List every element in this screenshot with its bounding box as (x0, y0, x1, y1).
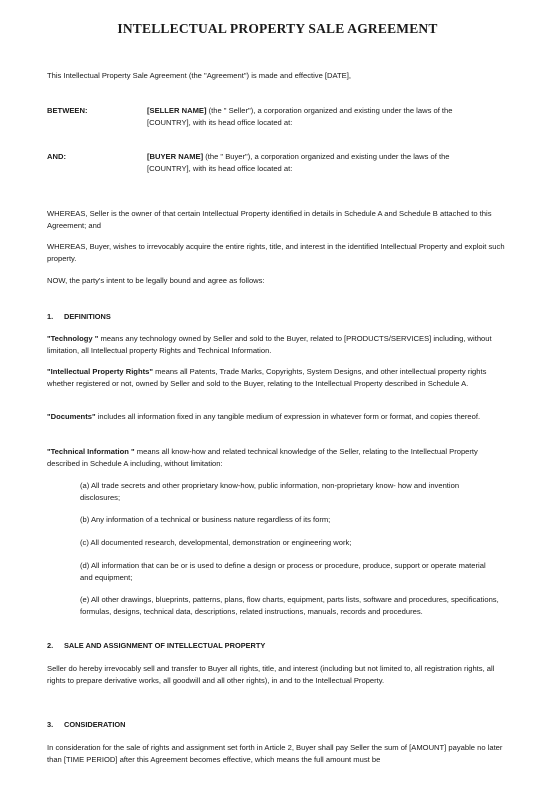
definition-text: means any technology owned by Seller and sold to the Buyer, related to [PRODUCTS/SERVICES] including, without limitation, all Intellectual property Rights and Technical Information. (47, 334, 492, 355)
section-heading-sale (47, 640, 265, 652)
definition-technical-information (47, 446, 505, 469)
definition-term: "Technology " (47, 334, 99, 343)
definition-text: means all Patents, Trade Marks, Copyrights, System Designs, and other intellectual property rights whether registered or not, owned by Seller and sold to the Buyer, relating to the Intellectual Property described in Schedule A. (47, 367, 487, 388)
list-item-c: (c) All documented research, developmental, demonstration or engineering work; (80, 538, 352, 547)
seller-name: [SELLER NAME] (147, 106, 207, 115)
seller-description: (the " Seller"), a corporation organized and existing under the laws of the [COUNTRY], with its head office located at: (147, 106, 453, 127)
list-item-e: (e) All other drawings, blueprints, patterns, plans, flow charts, equipment, parts lists, software and procedures, specifications, formulas, designs, technical data, descriptions, related instructions, manuals, records and procedures. (80, 595, 499, 616)
whereas-paragraph-2: WHEREAS, Buyer, wishes to irrevocably acquire the entire rights, title, and interest in the identified Intellectual Property and exploit such property. (47, 242, 505, 263)
definition-text: includes all information fixed in any tangible medium of expression in whatever form or format, and copies thereof. (95, 412, 481, 421)
section-heading-consideration (47, 719, 125, 731)
between-label: BETWEEN: (47, 106, 88, 115)
seller-party-text (147, 105, 492, 128)
intro-paragraph: This Intellectual Property Sale Agreement (the "Agreement") is made and effective [DATE], (47, 71, 351, 80)
consideration-paragraph: In consideration for the sale of rights and assignment set forth in Article 2, Buyer shall pay Seller the sum of [AMOUNT] payable no later than [TIME PERIOD] after this Agreement becomes effective, which means the full amount must be (47, 743, 503, 764)
and-label: AND: (47, 152, 66, 161)
section-heading-definitions (47, 311, 111, 323)
buyer-description: (the " Buyer"), a corporation organized and existing under the laws of the [COUNTRY], with its head office located at: (147, 152, 450, 173)
list-item-d: (d) All information that can be or is used to define a design or process or procedure, produce, support or operate material and equipment; (80, 561, 486, 582)
section-number: 1. (47, 312, 54, 321)
sale-paragraph: Seller do hereby irrevocably sell and transfer to Buyer all rights, title, and interest (including but not limited to, all registration rights, all rights to prepare derivative works, all goodwill and all other rights), in and to the Intellectual Property. (47, 664, 495, 685)
definition-technology (47, 333, 505, 356)
list-item-a: (a) All trade secrets and other proprietary know-how, public information, non-proprietary know- how and invention disclosures; (80, 481, 460, 502)
definition-term: "Technical Information " (47, 447, 135, 456)
section-number: 3. (47, 720, 54, 729)
definition-text: means all know-how and related technical knowledge of the Seller, relating to the Intellectual Property described in Schedule A including, without limitation: (47, 447, 478, 468)
buyer-party-text (147, 151, 492, 174)
section-number: 2. (47, 641, 54, 650)
section-title: CONSIDERATION (64, 720, 126, 729)
whereas-paragraph-1: WHEREAS, Seller is the owner of that certain Intellectual Property identified in details in Schedule A and Schedule B attached to this Agreement; and (47, 209, 492, 230)
definition-documents (47, 411, 505, 423)
buyer-name: [BUYER NAME] (147, 152, 204, 161)
definition-term: "Intellectual Property Rights" (47, 367, 153, 376)
section-title: SALE AND ASSIGNMENT OF INTELLECTUAL PROPERTY (64, 641, 266, 650)
definition-ipr (47, 366, 505, 389)
definition-term: "Documents" (47, 412, 96, 421)
now-paragraph: NOW, the party's intent to be legally bound and agree as follows: (47, 276, 265, 285)
document-title: INTELLECTUAL PROPERTY SALE AGREEMENT (117, 21, 438, 36)
list-item-b: (b) Any information of a technical or business nature regardless of its form; (80, 515, 331, 524)
section-title: DEFINITIONS (64, 312, 111, 321)
